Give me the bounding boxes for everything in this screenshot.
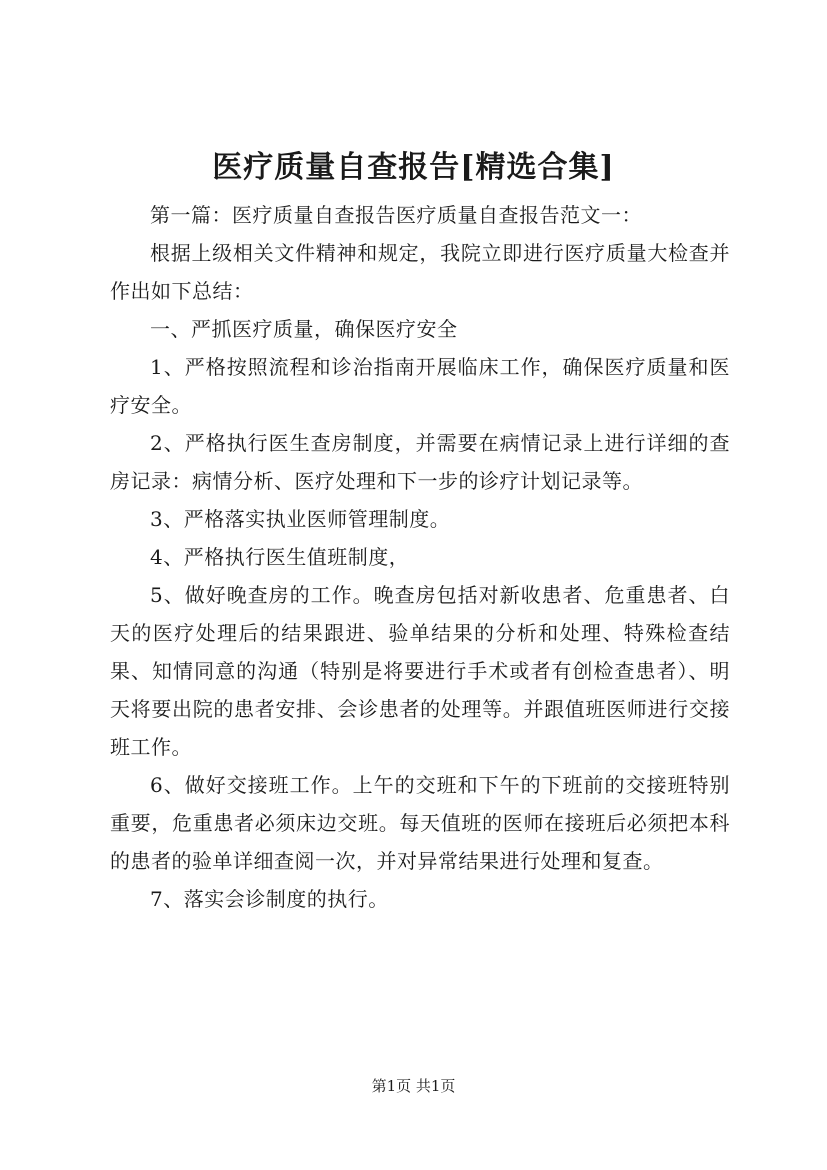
paragraph-item-3: 3、严格落实执业医师管理制度。 (150, 507, 451, 531)
section-heading-1: 一、严抓医疗质量，确保医疗安全 (150, 317, 458, 341)
document-body (110, 196, 730, 918)
paragraph-item-5: 5、做好晚查房的工作。晚查房包括对新收患者、危重患者、白天的医疗处理后的结果跟进、验单结果的分析和处理、特殊检查结果、知情同意的沟通（特别是将要进行手术或者有创检查患者）、明天将要出院的患者安排、会诊患者的处理等。并跟值班医师进行交接班工作。 (110, 583, 730, 759)
paragraph-item-7: 7、落实会诊制度的执行。 (150, 887, 389, 911)
paragraph-intro: 第一篇：医疗质量自查报告医疗质量自查报告范文一： (150, 203, 642, 227)
paragraph-item-6: 6、做好交接班工作。上午的交班和下午的下班前的交接班特别重要，危重患者必须床边交班。每天值班的医师在接班后必须把本科的患者的验单详细查阅一次，并对异常结果进行处理和复查。 (110, 773, 730, 873)
paragraph-item-1: 1、严格按照流程和诊治指南开展临床工作，确保医疗质量和医疗安全。 (110, 355, 730, 417)
document-title: 医疗质量自查报告[精选合集] (212, 150, 615, 185)
paragraph-item-4: 4、严格执行医生值班制度， (150, 545, 410, 569)
paragraph-summary: 根据上级相关文件精神和规定，我院立即进行医疗质量大检查并作出如下总结： (110, 241, 730, 303)
page-footer: 第1页 共1页 (371, 1077, 456, 1095)
paragraph-item-2: 2、严格执行医生查房制度，并需要在病情记录上进行详细的查房记录：病情分析、医疗处理和下一步的诊疗计划记录等。 (110, 431, 730, 493)
